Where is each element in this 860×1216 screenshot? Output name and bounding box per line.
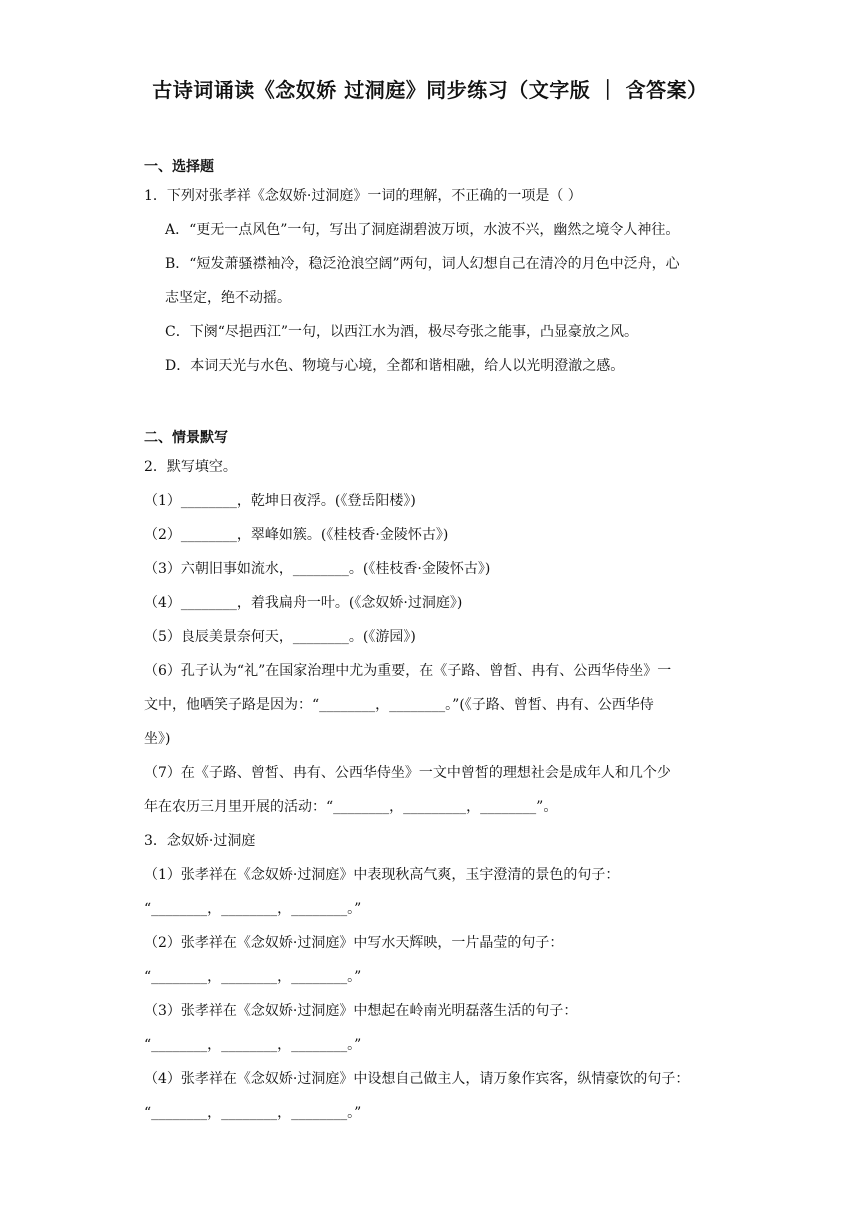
question-1-option-c: C．下阕“尽挹西江”一句，以西江水为酒，极尽夸张之能事，凸显豪放之风。 xyxy=(165,324,639,340)
question-2-item-4: （4）________，着我扁舟一叶。(《念奴娇·过洞庭》) xyxy=(144,595,463,611)
question-2-item-6-continued: 文中，他哂笑子路是因为：“________，________。”(《子路、曾皙、冉有、公西华侍 xyxy=(144,697,654,713)
question-2-item-2: （2）________，翠峰如簇。(《桂枝香·金陵怀古》) xyxy=(144,527,449,543)
section-heading-dictation: 二、情景默写 xyxy=(144,430,228,446)
question-2-stem: 2．默写填空。 xyxy=(144,459,237,475)
question-2-item-1: （1）________，乾坤日夜浮。(《登岳阳楼》) xyxy=(144,493,416,509)
question-1-option-a: A．“更无一点风色”一句，写出了洞庭湖碧波万顷，水波不兴，幽然之境令人神往。 xyxy=(165,222,680,238)
section-heading-choice: 一、选择题 xyxy=(144,159,214,175)
question-3-stem: 3．念奴娇·过洞庭 xyxy=(144,833,256,849)
question-1-option-b: B．“短发萧骚襟袖冷，稳泛沧浪空阔”两句，词人幻想自己在清冷的月色中泛舟，心 xyxy=(165,256,680,272)
question-2-item-7-continued: 年在农历三月里开展的活动：“________，_________，________”。 xyxy=(144,799,558,815)
question-1-option-d: D．本词天光与水色、物境与心境，全都和谐相融，给人以光明澄澈之感。 xyxy=(165,358,625,374)
question-1-stem: 1．下列对张孝祥《念奴娇·过洞庭》一词的理解，不正确的一项是（ ） xyxy=(144,188,582,204)
question-3-item-2: （2）张孝祥在《念奴娇·过洞庭》中写水天辉映，一片晶莹的句子： xyxy=(144,935,564,951)
question-2-item-5: （5）良辰美景奈何天，________。(《游园》) xyxy=(144,629,416,645)
question-2-item-7: （7）在《子路、曾皙、冉有、公西华侍坐》一文中曾皙的理想社会是成年人和几个少 xyxy=(144,765,671,781)
question-2-item-6: （6）孔子认为“礼”在国家治理中尤为重要，在《子路、曾皙、冉有、公西华侍坐》一 xyxy=(144,663,672,679)
question-3-item-4-blank: “________，________，________。” xyxy=(144,1105,362,1121)
question-3-item-1-blank: “________，________，________。” xyxy=(144,901,362,917)
question-3-item-4: （4）张孝祥在《念奴娇·过洞庭》中设想自己做主人，请万象作宾客，纵情豪饮的句子： xyxy=(144,1071,690,1087)
question-3-item-3: （3）张孝祥在《念奴娇·过洞庭》中想起在岭南光明磊落生活的句子： xyxy=(144,1003,578,1019)
question-3-item-1: （1）张孝祥在《念奴娇·过洞庭》中表现秋高气爽，玉宇澄清的景色的句子： xyxy=(144,867,620,883)
question-3-item-3-blank: “________，________，________。” xyxy=(144,1037,362,1053)
question-2-item-6-end: 坐》) xyxy=(144,731,171,747)
question-2-item-3: （3）六朝旧事如流水，________。(《桂枝香·金陵怀古》) xyxy=(144,561,491,577)
question-1-option-b-continued: 志坚定，绝不动摇。 xyxy=(165,290,291,306)
question-3-item-2-blank: “________，________，________。” xyxy=(144,969,362,985)
document-title: 古诗词诵读《念奴娇 过洞庭》同步练习（文字版 ｜ 含答案） xyxy=(152,78,708,102)
